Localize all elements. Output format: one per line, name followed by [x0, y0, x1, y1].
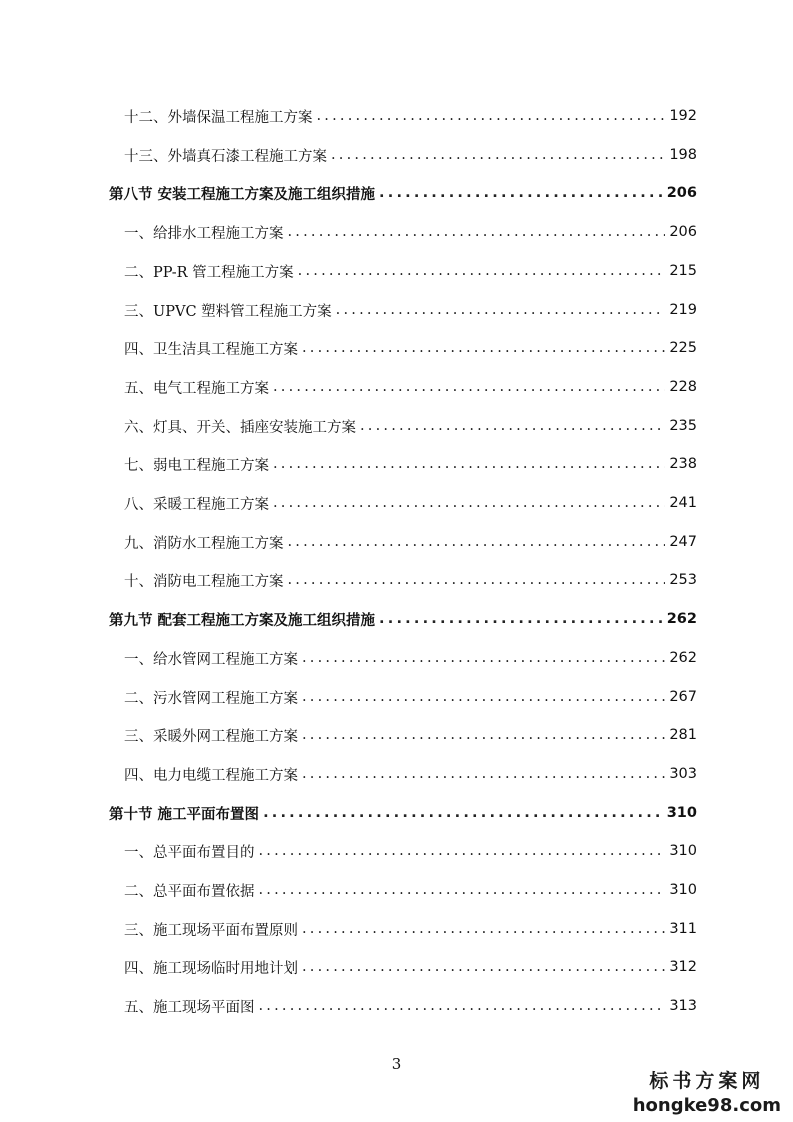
dot-leader: [273, 379, 665, 395]
toc-entry[interactable]: [0, 298, 793, 322]
dot-leader: [302, 689, 665, 705]
toc-entry-title: 四、卫生洁具工程施工方案: [124, 341, 298, 358]
toc-entry-title: 五、施工现场平面图: [124, 999, 255, 1016]
toc-entry-title: 七、弱电工程施工方案: [124, 457, 269, 474]
dot-leader: [379, 611, 663, 627]
toc-entry[interactable]: [0, 568, 793, 592]
toc-entry-page: 238: [669, 456, 697, 472]
dot-leader: [317, 108, 666, 124]
toc-entry-page: 228: [669, 379, 697, 395]
toc-entry-title: 第九节 配套工程施工方案及施工组织措施: [109, 612, 376, 629]
dot-leader: [298, 263, 666, 279]
page-number: 3: [391, 1055, 402, 1073]
toc-entry-title: 一、总平面布置目的: [124, 844, 255, 861]
watermark-logo: [633, 1066, 781, 1116]
toc-entry-page: 241: [669, 495, 697, 511]
dot-leader: [302, 727, 665, 743]
toc-entry-title: 二、总平面布置依据: [124, 883, 255, 900]
toc-section-heading[interactable]: [0, 607, 793, 631]
toc-entry-page: 281: [669, 727, 697, 743]
dot-leader: [263, 805, 663, 821]
toc-entry-title: 第八节 安装工程施工方案及施工组织措施: [109, 186, 376, 203]
toc-entry-page: 198: [669, 147, 697, 163]
toc-entry[interactable]: [0, 452, 793, 476]
toc-entry-page: 310: [666, 805, 697, 821]
dot-leader: [288, 224, 666, 240]
toc-entry[interactable]: [0, 762, 793, 786]
toc-entry[interactable]: [0, 685, 793, 709]
dot-leader: [360, 418, 665, 434]
dot-leader: [259, 882, 666, 898]
toc-entry[interactable]: [0, 491, 793, 515]
toc-entry-page: 267: [669, 689, 697, 705]
toc-entry-page: 310: [669, 843, 697, 859]
toc-entry-page: 312: [669, 959, 697, 975]
dot-leader: [302, 921, 665, 937]
toc-entry[interactable]: [0, 994, 793, 1018]
toc-entry-page: 206: [669, 224, 697, 240]
toc-entry[interactable]: [0, 375, 793, 399]
toc-entry-title: 十三、外墙真石漆工程施工方案: [124, 148, 327, 165]
toc-entry-page: 225: [669, 340, 697, 356]
toc-entry-page: 262: [669, 650, 697, 666]
toc-entry-page: 311: [669, 921, 697, 937]
dot-leader: [302, 340, 665, 356]
toc-entry-page: 253: [669, 572, 697, 588]
dot-leader: [288, 572, 666, 588]
toc-entry[interactable]: [0, 839, 793, 863]
toc-entry-title: 四、施工现场临时用地计划: [124, 960, 298, 977]
dot-leader: [379, 185, 663, 201]
toc-entry[interactable]: [0, 530, 793, 554]
toc-entry[interactable]: [0, 646, 793, 670]
toc-entry[interactable]: [0, 414, 793, 438]
toc-entry-title: 五、电气工程施工方案: [124, 380, 269, 397]
dot-leader: [259, 843, 666, 859]
toc-entry-title: 一、给水管网工程施工方案: [124, 651, 298, 668]
toc-entry[interactable]: [0, 104, 793, 128]
dot-leader: [302, 959, 665, 975]
toc-entry-title: 四、电力电缆工程施工方案: [124, 767, 298, 784]
toc-entry-title: 十、消防电工程施工方案: [124, 573, 284, 590]
toc-entry-page: 313: [669, 998, 697, 1014]
dot-leader: [273, 495, 665, 511]
toc-entry-page: 310: [669, 882, 697, 898]
dot-leader: [288, 534, 666, 550]
toc-entry-title: 二、污水管网工程施工方案: [124, 690, 298, 707]
dot-leader: [331, 147, 665, 163]
toc-entry-title: 一、给排水工程施工方案: [124, 225, 284, 242]
toc-entry-title: 第十节 施工平面布置图: [109, 806, 260, 823]
toc-entry[interactable]: [0, 220, 793, 244]
toc-entry[interactable]: [0, 143, 793, 167]
toc-entry[interactable]: [0, 259, 793, 283]
toc-entry-page: 262: [666, 611, 697, 627]
toc-entry-page: 303: [669, 766, 697, 782]
toc-entry-title: 三、UPVC 塑料管工程施工方案: [124, 303, 332, 320]
toc-entry[interactable]: [0, 336, 793, 360]
toc-entry-title: 九、消防水工程施工方案: [124, 535, 284, 552]
toc-entry-page: 192: [669, 108, 697, 124]
toc-entry[interactable]: [0, 917, 793, 941]
toc-entry-title: 三、采暖外网工程施工方案: [124, 728, 298, 745]
toc-entry-title: 八、采暖工程施工方案: [124, 496, 269, 513]
toc-entry[interactable]: [0, 878, 793, 902]
toc-entry-page: 215: [669, 263, 697, 279]
dot-leader: [273, 456, 665, 472]
toc-section-heading[interactable]: [0, 801, 793, 825]
toc-entry-page: 206: [666, 185, 697, 201]
toc-entry[interactable]: [0, 723, 793, 747]
watermark-url: hongke98.com: [632, 1095, 781, 1116]
toc-entry-title: 六、灯具、开关、插座安装施工方案: [124, 419, 356, 436]
watermark-title: 标书方案网: [649, 1070, 765, 1092]
toc-entry-page: 247: [669, 534, 697, 550]
toc-entry-title: 三、施工现场平面布置原则: [124, 922, 298, 939]
toc-entry[interactable]: [0, 955, 793, 979]
dot-leader: [302, 650, 665, 666]
toc-section-heading[interactable]: [0, 181, 793, 205]
toc-entry-page: 235: [669, 418, 697, 434]
dot-leader: [259, 998, 666, 1014]
toc-entry-title: 十二、外墙保温工程施工方案: [124, 109, 313, 126]
dot-leader: [302, 766, 665, 782]
toc-entry-page: 219: [669, 302, 697, 318]
toc-entry-title: 二、PP-R 管工程施工方案: [124, 264, 294, 281]
dot-leader: [336, 302, 666, 318]
